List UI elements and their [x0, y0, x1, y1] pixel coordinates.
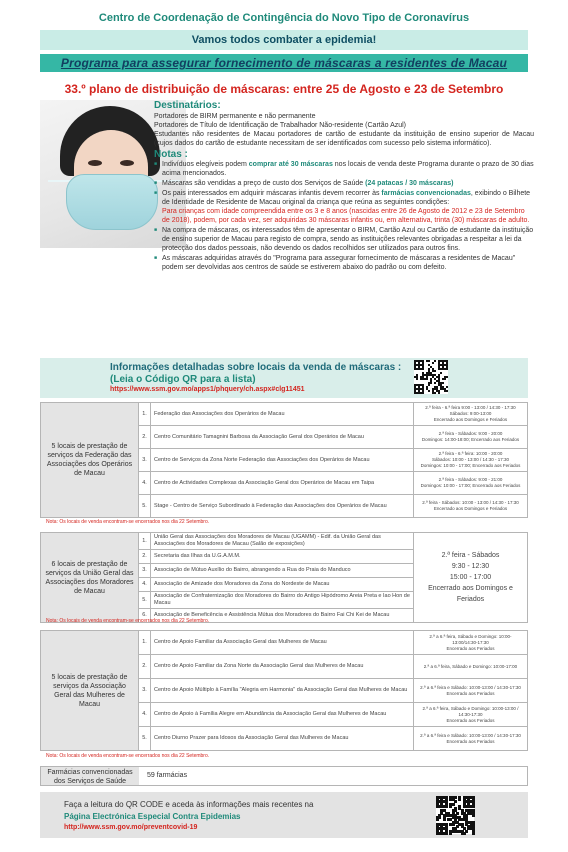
qr-module	[438, 392, 440, 394]
group3-note: Nota: Os locais de venda encontram-se encerrados nos dia 22 Setembro.	[46, 753, 210, 759]
row-number: 4.	[139, 578, 151, 592]
qr-module	[472, 814, 475, 817]
qr-module	[440, 372, 442, 374]
qr-module	[428, 384, 430, 386]
notes-title: Notas :	[154, 149, 188, 160]
top-title: Centro de Coordenação de Contingência do Novo Tipo de Coronavírus	[98, 12, 470, 24]
surgical-mask-shape	[66, 174, 158, 230]
pharmacies-count: 59 farmácias	[147, 772, 188, 779]
note-text: nos locais de venda deste Programa durante o prazo de 30 dias acima mencionados.	[162, 161, 534, 177]
opening-hours: 2.ª a 6.ª feira, Sábado e Domingo: 10:00-13:00 / 14:30-17:30 Encerrado aos Feriados	[414, 703, 528, 727]
opening-hours: 2.ª feira - 6.ª feira: 10:00 - 20:00 Sábados: 10:00 - 13:00 / 14:30 - 17:30 Domingos: 10:00 - 17:00; Encerrado aos Feriados	[414, 449, 528, 472]
note-bullet	[154, 189, 534, 207]
group3-table	[40, 630, 528, 751]
qr-module	[444, 364, 446, 366]
table-row	[41, 403, 528, 426]
location-name: Centro de Apoio Múltiplo à Família "Alegria em Harmonia" da Associação Geral das Mulheres de Macau	[151, 679, 414, 703]
note-text: Indivíduos elegíveis podem	[162, 161, 249, 168]
table-row	[41, 631, 528, 655]
right-eye-shape	[120, 160, 134, 166]
qr-module	[418, 362, 420, 364]
footer-page-title: Página Electrónica Especial Contra Epidemias	[64, 812, 241, 821]
info-panel	[154, 100, 534, 272]
row-number: 1.	[139, 533, 151, 550]
qr-module	[418, 366, 420, 368]
opening-hours-line: 15:00 - 17:00	[449, 574, 492, 581]
opening-hours: 2.ª a 6.ª feira, Sábado e Domingo: 10:00-17:00	[414, 655, 528, 679]
row-number: 3.	[139, 564, 151, 578]
qr-module	[472, 832, 475, 835]
recipient-line: Estudantes não residentes de Macau portadores de cartão de estudante da instituição de ensino superior de Macau (cujos dados do cartão de estudante necessitam de ser identificados com sucesso pelo sistema informático).	[154, 131, 534, 147]
footer-link[interactable]: http://www.ssm.gov.mo/preventcovid-19	[64, 824, 198, 831]
note-bullet: ■ Na compra de máscaras, os interessados têm de apresentar o BIRM, Cartão Azul ou Cartão de estudante da instituição de ensino superior de Macau para registo de compra, sendo as instituições relevantes obrigadas a respeitar a lei da protecção dos dados pessoais, não devendo os dados recolhidos ser utilizados para outros fins.	[154, 226, 534, 253]
pharmacies-label: Farmácias convencionadas dos Serviços de Saúde	[41, 767, 139, 785]
sales-locations-info-box	[40, 358, 528, 398]
qr-module	[446, 386, 448, 388]
location-name: Associação de Beneficência e Assistência Mútua dos Moradores do Bairro Fai Chi Kei de Macau	[151, 609, 414, 623]
qr-module	[445, 832, 448, 835]
opening-hours-line: 2.ª feira - Sábados	[441, 552, 500, 559]
group-label: 5 locais de prestação de serviços da Federação das Associações dos Operários de Macau	[41, 403, 139, 518]
note-highlight: (24 patacas / 30 máscaras)	[365, 180, 454, 187]
qr-module	[440, 830, 443, 833]
row-number: 1.	[139, 631, 151, 655]
qr-module	[434, 382, 436, 384]
note-bullet	[154, 179, 534, 188]
location-name: Centro de Apoio Familiar da Associação Geral das Mulheres de Macau	[151, 631, 414, 655]
qr-module	[449, 832, 452, 835]
row-number: 2.	[139, 550, 151, 564]
location-name: Associação de Confraternização dos Moradores do Bairro do Antigo Hipódromo Areia Preta e Iao Hon de Macau	[151, 592, 414, 609]
opening-hours	[414, 533, 528, 623]
note-highlight: comprar até 30 máscaras	[248, 161, 333, 168]
location-name: Centro de Apoio Familiar da Zona Norte da Associação Geral das Mulheres de Macau	[151, 655, 414, 679]
qr-module	[472, 805, 475, 808]
qr-module	[442, 366, 444, 368]
qr-instruction: (Leia o Código QR para a lista)	[110, 374, 256, 385]
qr-module	[443, 818, 446, 821]
location-name: Centro de Serviços da Zona Norte Federação das Associações dos Operários de Macau	[151, 449, 414, 472]
group-label: 6 locais de prestação de serviços da União Geral das Associações dos Moradores de Macau	[41, 533, 139, 623]
qr-module	[422, 392, 424, 394]
qr-module	[420, 388, 422, 390]
opening-hours: 2.ª feira - 6.ª feira 9:00 - 13:00 / 14:30 - 17:30 Sábados: 9:00-13:00 Encerrado aos Domingos e Feriados	[414, 403, 528, 426]
qr-module	[463, 832, 466, 835]
table-row	[41, 533, 528, 550]
qr-module	[436, 818, 439, 821]
location-name: Federação das Associações dos Operários de Macau	[151, 403, 414, 426]
qr-module	[445, 805, 448, 808]
opening-hours: 2.ª feira - Sábados: 9:00 - 21:00 Domingos: 10:00 - 17:00; Encerrado aos Feriados	[414, 472, 528, 495]
row-number: 2.	[139, 426, 151, 449]
note-highlight: farmácias convencionadas	[381, 190, 471, 197]
location-name: Stage - Centro de Serviço Subordinado à Federação das Associações dos Operários de Macau	[151, 495, 414, 518]
row-number: 1.	[139, 403, 151, 426]
qr-module	[420, 364, 422, 366]
recipient-line: Portadores de BIRM permanente e não permanente	[154, 113, 316, 120]
qr-module	[418, 390, 420, 392]
qr-module	[426, 378, 428, 380]
qr-module	[416, 378, 418, 380]
plan-title: 33.º plano de distribuição de máscaras: entre 25 de Agosto e 23 de Setembro	[64, 82, 504, 96]
footer-instruction: Faça a leitura do QR CODE e aceda às informações mais recentes na	[64, 800, 314, 809]
group1-table	[40, 402, 528, 518]
qr-module	[442, 362, 444, 364]
row-number: 2.	[139, 655, 151, 679]
qr-module	[467, 798, 470, 801]
qr-module	[449, 805, 452, 808]
location-name: Centro de Actividades Complexas da Associação Geral dos Operários de Macau em Taipa	[151, 472, 414, 495]
qr-module	[440, 803, 443, 806]
location-name: Associação de Mútuo Auxílio do Bairro, abrangendo a Rua do Praia do Manduco	[151, 564, 414, 578]
group1-note: Nota: Os locais de venda encontram-se encerrados nos dia 22 Setembro.	[46, 519, 210, 525]
qr-module	[422, 368, 424, 370]
opening-hours-line: 9:30 - 12:30	[451, 563, 490, 570]
group-label: 5 locais de prestação de serviços da Associação Geral das Mulheres de Macau	[41, 631, 139, 751]
row-number: 6.	[139, 609, 151, 623]
recipient-line: Portadores de Título de Identificação de Trabalhador Não-residente (Cartão Azul)	[154, 122, 407, 129]
opening-hours: 2.ª a 6.ª feira e Sábado: 10:00-13:00 / 14:30-17:30 Encerrado aos Feriados	[414, 727, 528, 751]
program-banner: Programa para assegurar fornecimento de máscaras a residentes de Macau	[40, 54, 528, 72]
row-number: 3.	[139, 679, 151, 703]
note-text: , exibindo o Bilhete de Identidade de Residente de Macau original da criança que reúna as seguintes condições:	[162, 190, 531, 206]
row-number: 5.	[139, 592, 151, 609]
qr-module	[432, 362, 434, 364]
note-sub-bullet: Para crianças com idade compreendida entre os 3 e 8 anos (nascidas entre 26 de Agosto de 2012 e 23 de Setembro de 2018), podem, por cada vez, ser adquiridas 30 máscaras infantis ou, em alternativa, trinta (30) máscaras de adulto.	[162, 208, 530, 224]
opening-hours: 2.ª a 6.ª feira e Sábado: 10:00-13:00 / 14:30-17:30 Encerrado aos Feriados	[414, 679, 528, 703]
group2-note: Nota: Os locais de venda encontram-se encerrados nos dia 22 Setembro.	[46, 618, 210, 624]
sales-locations-link[interactable]: https://www.ssm.gov.mo/apps1/phquery/ch.aspx#clg11451	[110, 386, 305, 393]
opening-hours: 2.ª feira - Sábados: 9:00 - 20:00 Domingos: 14:00-18:00; Encerrado aos Feriados	[414, 426, 528, 449]
qr-module	[434, 360, 436, 362]
pharmacies-row	[40, 766, 528, 786]
location-name: Centro Comunitário Tamagnini Barbosa da Associação Geral dos Operários de Macau	[151, 426, 414, 449]
qr-module	[428, 390, 430, 392]
qr-module	[440, 825, 443, 828]
footer-box	[40, 792, 528, 838]
qr-module	[434, 370, 436, 372]
qr-module	[467, 803, 470, 806]
row-number: 3.	[139, 449, 151, 472]
slogan-banner: Vamos todos combater a epidemia!	[40, 30, 528, 50]
row-number: 4.	[139, 703, 151, 727]
opening-hours: 2.ª a 6.ª feira, Sábado e Domingo: 10:00-13:00/14:30-17:30 Encerrado aos Feriados	[414, 631, 528, 655]
opening-hours-line: Encerrado aos Domingos e Feriados	[428, 585, 513, 603]
qr-code-icon[interactable]	[436, 796, 474, 834]
row-number: 4.	[139, 472, 151, 495]
location-name: Centro Diurno Prazer para Idosos da Associação Geral das Mulheres de Macau	[151, 727, 414, 751]
qr-module	[434, 392, 436, 394]
qr-module	[418, 386, 420, 388]
row-number: 5.	[139, 727, 151, 751]
qr-module	[446, 368, 448, 370]
opening-hours: 2.ª feira - Sábados: 10:00 - 13:00 / 14:30 - 17:30 Encerrado aos Domingos e Feriados	[414, 495, 528, 518]
sales-locations-line: Informações detalhadas sobre locais da venda de máscaras :	[110, 362, 402, 373]
location-name: Centro de Apoio à Família Alegre em Abundância da Associação Geral das Mulheres de Macau	[151, 703, 414, 727]
note-bullet	[154, 160, 534, 178]
qr-module	[440, 798, 443, 801]
sales-locations-heading	[110, 362, 401, 386]
note-bullet: ■ As máscaras adquiridas através do "Programa para assegurar fornecimento de máscaras a residentes de Macau" podem ser devolvidas aos centros de saúde se estiverem abaixo do padrão ou com defeito.	[154, 254, 534, 272]
recipients-title: Destinatários:	[154, 100, 221, 111]
qr-module	[446, 390, 448, 392]
location-name: União Geral das Associações dos Moradores de Macau (UGAMM) - Edif. da União Geral das Associações dos Moradores de Macau (Salão de exposições)	[151, 533, 414, 550]
left-eye-shape	[88, 160, 102, 166]
qr-module	[458, 798, 461, 801]
note-text: Máscaras são vendidas a preço de custo dos Serviços de Saúde	[162, 180, 366, 187]
qr-module	[452, 823, 455, 826]
location-name: Associação de Amizade dos Moradores da Zona do Nordeste de Macau	[151, 578, 414, 592]
location-name: Secretaria das Ilhas da U.G.A.M.M.	[151, 550, 414, 564]
qr-module	[442, 382, 444, 384]
group2-table	[40, 532, 528, 623]
qr-module	[428, 360, 430, 362]
qr-module	[446, 376, 448, 378]
qr-module	[430, 382, 432, 384]
note-text: Os pais interessados em adquirir máscaras infantis devem recorrer às	[162, 190, 382, 197]
qr-module	[444, 378, 446, 380]
qr-code-icon[interactable]	[414, 360, 448, 394]
row-number: 5.	[139, 495, 151, 518]
